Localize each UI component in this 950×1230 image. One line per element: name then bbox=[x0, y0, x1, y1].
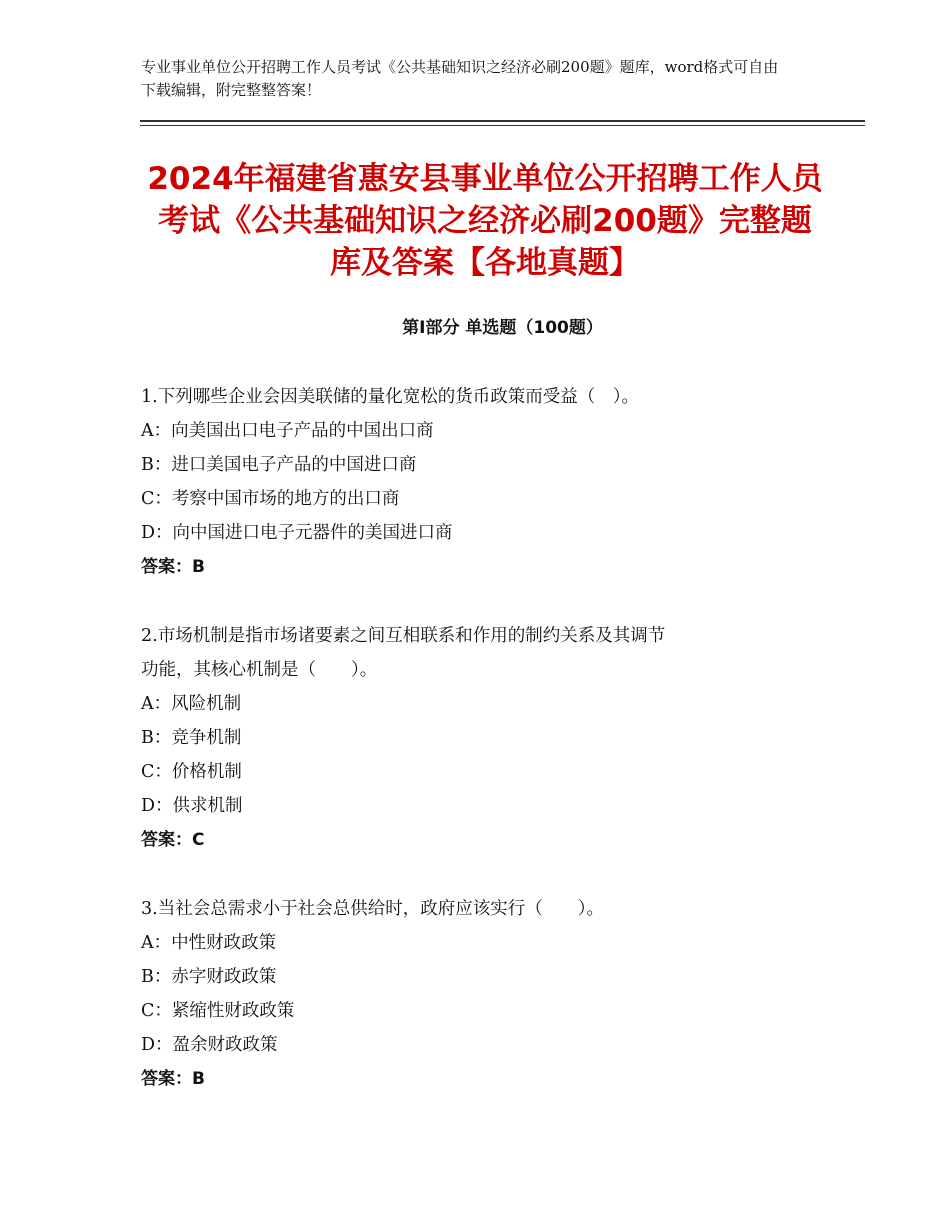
option-c: C：考察中国市场的地方的出口商 bbox=[141, 489, 400, 509]
option-d: D：供求机制 bbox=[141, 796, 243, 816]
section-title: 第Ⅰ部分 单选题（100题） bbox=[402, 318, 603, 338]
question-3 bbox=[141, 892, 821, 1096]
option-c: C：紧缩性财政政策 bbox=[141, 1001, 295, 1021]
question-stem-continued: 功能，其核心机制是（ ）。 bbox=[141, 660, 378, 680]
answer: 答案：B bbox=[141, 1069, 205, 1089]
option-c: C：价格机制 bbox=[141, 762, 242, 782]
option-a: A：向美国出口电子产品的中国出口商 bbox=[141, 421, 434, 441]
option-a: A：中性财政政策 bbox=[141, 933, 277, 953]
question-1 bbox=[141, 380, 821, 584]
option-a: A：风险机制 bbox=[141, 694, 242, 714]
question-stem: 2.市场机制是指市场诸要素之间互相联系和作用的制约关系及其调节 bbox=[141, 626, 666, 646]
header-rule-thick bbox=[140, 120, 865, 122]
option-d: D：盈余财政政策 bbox=[141, 1035, 278, 1055]
question-2 bbox=[141, 619, 821, 857]
option-d: D：向中国进口电子元器件的美国进口商 bbox=[141, 523, 453, 543]
option-b: B：进口美国电子产品的中国进口商 bbox=[141, 455, 417, 475]
answer: 答案：B bbox=[141, 557, 205, 577]
question-stem: 1.下列哪些企业会因美联储的量化宽松的货币政策而受益（ ）。 bbox=[141, 387, 639, 407]
answer: 答案：C bbox=[141, 830, 205, 850]
document-title: 2024年福建省惠安县事业单位公开招聘工作人员考试《公共基础知识之经济必刷200题》完整题库及答案【各地真题】 bbox=[147, 161, 823, 281]
option-b: B：赤字财政政策 bbox=[141, 967, 277, 987]
header-note: 专业事业单位公开招聘工作人员考试《公共基础知识之经济必刷200题》题库，word格式可自由下载编辑，附完整整答案！ bbox=[141, 58, 779, 99]
option-b: B：竞争机制 bbox=[141, 728, 242, 748]
header-rule-thin bbox=[140, 125, 865, 126]
question-stem: 3.当社会总需求小于社会总供给时，政府应该实行（ ）。 bbox=[141, 899, 604, 919]
